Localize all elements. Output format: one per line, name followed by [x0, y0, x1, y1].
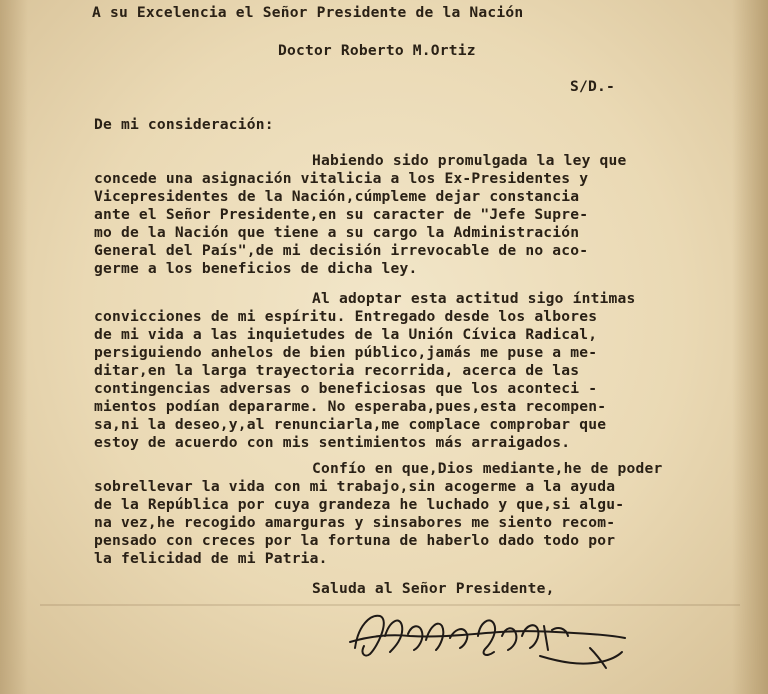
paper-edge-left — [0, 0, 28, 694]
paragraph3-line: Confío en que,Dios mediante,he de poder — [312, 460, 663, 477]
paper-edge-right — [732, 0, 768, 694]
paragraph3-line: sobrellevar la vida con mi trabajo,sin acogerme a la ayuda — [94, 478, 616, 495]
paragraph2-line: sa,ni la deseo,y,al renunciarla,me complace comprobar que — [94, 416, 607, 433]
paragraph1-line: concede una asignación vitalicia a los Ex-Presidentes y — [94, 170, 589, 187]
paragraph2-line: convicciones de mi espíritu. Entregado desde los albores — [94, 308, 598, 325]
closing: Saluda al Señor Presidente, — [312, 580, 555, 597]
paragraph1-line: germe a los beneficios de dicha ley. — [94, 260, 418, 277]
sin-despacho: S/D.- — [570, 78, 615, 95]
paragraph1-line: Habiendo sido promulgada la ley que — [312, 152, 627, 169]
paragraph2-line: mientos podían depararme. No esperaba,pues,esta recompen- — [94, 398, 607, 415]
handwritten-signature — [330, 596, 630, 676]
paragraph3-line: la felicidad de mi Patria. — [94, 550, 328, 567]
paragraph2-line: estoy de acuerdo con mis sentimientos más arraigados. — [94, 434, 571, 451]
paragraph2-line: ditar,en la larga trayectoria recorrida, acerca de las — [94, 362, 580, 379]
paragraph2-line: Al adoptar esta actitud sigo íntimas — [312, 290, 636, 307]
paragraph1-line: General del País",de mi decisión irrevocable de no aco- — [94, 242, 589, 259]
paragraph3-line: pensado con creces por la fortuna de haberlo dado todo por — [94, 532, 616, 549]
salutation: De mi consideración: — [94, 116, 274, 133]
paragraph1-line: Vicepresidentes de la Nación,cúmpleme dejar constancia — [94, 188, 580, 205]
paragraph3-line: de la República por cuya grandeza he luchado y que,si algu- — [94, 496, 625, 513]
paragraph2-line: persiguiendo anhelos de bien público,jamás me puse a me- — [94, 344, 598, 361]
addressee: Doctor Roberto M.Ortiz — [278, 42, 476, 59]
paragraph2-line: contingencias adversas o beneficiosas que los aconteci - — [94, 380, 598, 397]
paragraph1-line: ante el Señor Presidente,en su caracter de "Jefe Supre- — [94, 206, 589, 223]
paragraph3-line: na vez,he recogido amarguras y sinsabores me siento recom- — [94, 514, 616, 531]
paragraph1-line: mo de la Nación que tiene a su cargo la Administración — [94, 224, 580, 241]
paragraph2-line: de mi vida a las inquietudes de la Unión Cívica Radical, — [94, 326, 598, 343]
address-line: A su Excelencia el Señor Presidente de la Nación — [92, 4, 524, 21]
